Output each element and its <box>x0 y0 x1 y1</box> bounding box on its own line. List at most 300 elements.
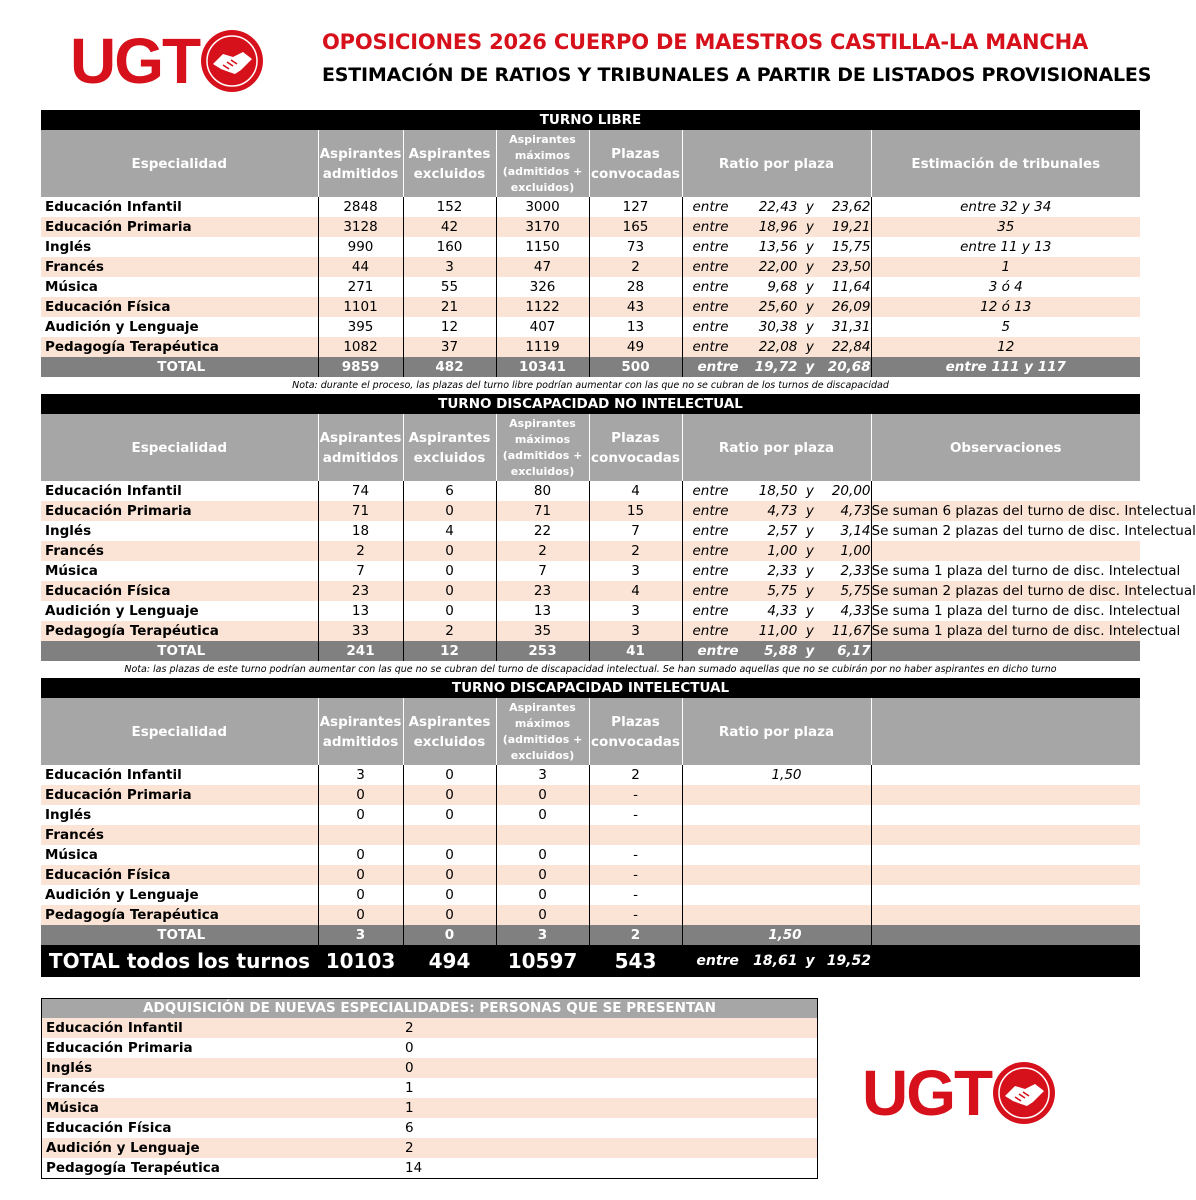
ratio-min: 5,88 <box>764 643 798 659</box>
especialidad-cell: Inglés <box>42 1058 362 1078</box>
tribunales-cell: 12 <box>871 337 1140 357</box>
table-row <box>41 885 1140 905</box>
especialidad-cell: Música <box>41 277 318 297</box>
maximos-cell: 0 <box>496 885 589 905</box>
especialidad-cell: Pedagogía Terapéutica <box>41 337 318 357</box>
ratio-max: 20,00 <box>831 483 871 499</box>
tribunales-cell: entre 32 y 34 <box>871 197 1140 217</box>
excluidos-cell: 152 <box>403 197 496 217</box>
especialidad-cell: TOTAL <box>41 641 318 661</box>
list-item <box>42 1018 817 1038</box>
plazas-cell: 127 <box>589 197 682 217</box>
col-plazas: Plazas convocadas <box>589 414 682 481</box>
grand-total-maximos: 10597 <box>507 949 578 973</box>
ratio-cell <box>682 521 871 541</box>
col-ratio: Ratio por plaza <box>682 130 871 197</box>
table-row <box>41 621 1140 641</box>
handshake-logo-icon <box>199 28 265 94</box>
ratio-max: 4,33 <box>840 603 871 619</box>
observaciones-cell: Se suman 2 plazas del turno de disc. Intelectual <box>871 523 1196 539</box>
ratio-y: y <box>805 523 814 539</box>
ratio-cell <box>682 297 871 317</box>
ratio-y: y <box>805 299 814 315</box>
maximos-cell: 0 <box>496 845 589 865</box>
admitidos-cell: 18 <box>318 521 403 541</box>
especialidad-cell: Educación Física <box>41 581 318 601</box>
ratio-cell <box>682 561 871 581</box>
turno-disc-int-table <box>41 698 1140 945</box>
list-item <box>42 1098 817 1118</box>
observaciones-cell: Se suma 1 plaza del turno de disc. Intelectual <box>871 603 1181 619</box>
plazas-cell: 15 <box>589 501 682 521</box>
ratio-entre: entre <box>692 503 729 519</box>
ratio-min: 30,38 <box>758 319 798 335</box>
excluidos-cell: 6 <box>403 481 496 501</box>
personas-cell: 6 <box>405 1120 414 1136</box>
table-row <box>41 825 1140 845</box>
observaciones-cell <box>871 481 1140 501</box>
especialidad-cell: Educación Primaria <box>41 785 318 805</box>
tribunales-cell: 35 <box>871 217 1140 237</box>
empty-cell <box>871 805 1140 825</box>
especialidad-cell: Francés <box>46 1080 105 1096</box>
maximos-cell: 0 <box>496 905 589 925</box>
ratio-max: 23,62 <box>831 199 871 215</box>
plazas-cell: 2 <box>589 925 682 945</box>
excluidos-cell: 37 <box>403 337 496 357</box>
especialidad-cell: Música <box>42 1098 362 1118</box>
ratio-min: 18,61 <box>753 953 798 969</box>
table-row <box>41 561 1140 581</box>
ratio-y: y <box>805 279 814 295</box>
ratio-max: 2,33 <box>840 563 871 579</box>
ratio-cell <box>682 905 871 925</box>
admitidos-cell: 3 <box>318 925 403 945</box>
plazas-cell: - <box>589 905 682 925</box>
ratio-cell <box>682 765 871 785</box>
table-row <box>41 865 1140 885</box>
ratio-cell <box>682 357 871 377</box>
table-row <box>41 197 1140 217</box>
admitidos-cell: 0 <box>318 905 403 925</box>
ratio-cell <box>682 237 871 257</box>
admitidos-cell: 13 <box>318 601 403 621</box>
especialidad-cell: Educación Infantil <box>41 481 318 501</box>
excluidos-cell: 482 <box>403 357 496 377</box>
observaciones-cell <box>871 541 1140 561</box>
col-ratio: Ratio por plaza <box>682 414 871 481</box>
ratio-y: y <box>805 259 814 275</box>
especialidad-cell: Audición y Lenguaje <box>41 885 318 905</box>
plazas-cell: 28 <box>589 277 682 297</box>
ratio-entre: entre <box>697 643 739 659</box>
total-row <box>41 925 1140 945</box>
col-maximos: Aspirantes máximos (admitidos + excluidos) <box>496 414 589 481</box>
admitidos-cell: 71 <box>318 501 403 521</box>
personas-cell: 2 <box>362 1138 817 1158</box>
maximos-cell: 1122 <box>496 297 589 317</box>
col-excluidos: Aspirantes excluidos <box>403 698 496 765</box>
ratio-min: 18,50 <box>758 483 798 499</box>
ratio-entre: entre <box>692 259 729 275</box>
maximos-cell: 0 <box>496 785 589 805</box>
excluidos-cell: 160 <box>403 237 496 257</box>
personas-cell: 0 <box>405 1040 414 1056</box>
admitidos-cell: 241 <box>318 641 403 661</box>
list-item <box>42 1138 817 1158</box>
handshake-logo-icon <box>991 1060 1057 1126</box>
list-item <box>42 1038 817 1058</box>
ratio-entre: entre <box>692 523 729 539</box>
ratio-cell <box>682 845 871 865</box>
plazas-cell: 2 <box>589 257 682 277</box>
excluidos-cell: 12 <box>403 317 496 337</box>
plazas-cell <box>589 825 682 845</box>
excluidos-cell: 55 <box>403 277 496 297</box>
plazas-cell: 4 <box>589 581 682 601</box>
admitidos-cell: 395 <box>318 317 403 337</box>
especialidad-cell: Inglés <box>41 521 318 541</box>
maximos-cell: 23 <box>496 581 589 601</box>
empty-cell <box>871 885 1140 905</box>
table-row <box>41 277 1140 297</box>
ratio-min: 11,00 <box>758 623 798 639</box>
ratio-min: 22,43 <box>758 199 798 215</box>
turno-libre-note: Nota: durante el proceso, las plazas del turno libre podrían aumentar con las que no se cubran de los turnos de discapacidad <box>41 377 1140 394</box>
especialidad-cell: Educación Infantil <box>41 765 318 785</box>
especialidad-cell: Educación Infantil <box>41 197 318 217</box>
admitidos-cell: 44 <box>318 257 403 277</box>
admitidos-cell: 33 <box>318 621 403 641</box>
observaciones-cell: Se suman 2 plazas del turno de disc. Intelectual <box>871 583 1196 599</box>
maximos-cell: 3000 <box>496 197 589 217</box>
grand-total-admitidos: 10103 <box>325 949 396 973</box>
list-item <box>42 1118 817 1138</box>
ratio-max: 31,31 <box>831 319 871 335</box>
ratio-cell <box>682 621 871 641</box>
page-subtitle: ESTIMACIÓN DE RATIOS Y TRIBUNALES A PARTIR DE LISTADOS PROVISIONALES <box>322 64 1152 86</box>
empty-cell <box>871 905 1140 925</box>
col-excluidos: Aspirantes excluidos <box>403 414 496 481</box>
ratio-entre: entre <box>692 339 729 355</box>
ratio-max: 20,68 <box>827 359 871 375</box>
ratio-cell <box>682 277 871 297</box>
ratio-max: 4,73 <box>840 503 871 519</box>
maximos-cell: 47 <box>496 257 589 277</box>
especialidad-cell: Pedagogía Terapéutica <box>46 1160 220 1176</box>
excluidos-cell: 12 <box>403 641 496 661</box>
ratio-entre: entre <box>692 603 729 619</box>
col-especialidad: Especialidad <box>41 130 318 197</box>
col-admitidos: Aspirantes admitidos <box>318 414 403 481</box>
admitidos-cell: 3128 <box>318 217 403 237</box>
ratio-entre: entre <box>696 953 739 969</box>
excluidos-cell: 0 <box>403 561 496 581</box>
ratio-cell <box>682 885 871 905</box>
table-row <box>41 521 1140 541</box>
especialidad-cell: Inglés <box>41 805 318 825</box>
ratio-min: 22,08 <box>758 339 798 355</box>
ratio-cell <box>682 481 871 501</box>
excluidos-cell: 0 <box>403 785 496 805</box>
table-row <box>41 601 1140 621</box>
admitidos-cell: 0 <box>318 845 403 865</box>
especialidad-cell: Inglés <box>41 237 318 257</box>
ratio-cell <box>682 217 871 237</box>
excluidos-cell: 0 <box>403 905 496 925</box>
ratio-entre: entre <box>697 359 739 375</box>
list-item <box>42 1158 817 1178</box>
especialidad-cell: Música <box>41 561 318 581</box>
ratio-entre: entre <box>692 299 729 315</box>
ratio-entre: entre <box>692 563 729 579</box>
admitidos-cell: 271 <box>318 277 403 297</box>
ratio-max: 3,14 <box>840 523 871 539</box>
maximos-cell: 2 <box>496 541 589 561</box>
col-especialidad: Especialidad <box>41 414 318 481</box>
excluidos-cell: 0 <box>403 601 496 621</box>
ratio-max: 11,67 <box>831 623 871 639</box>
maximos-cell: 7 <box>496 561 589 581</box>
ratio-y: y <box>805 199 814 215</box>
ratio-entre: entre <box>692 483 729 499</box>
personas-cell: 14 <box>405 1160 423 1176</box>
ratio-min: 22,00 <box>758 259 798 275</box>
plazas-cell: 165 <box>589 217 682 237</box>
especialidad-cell: Educación Física <box>41 297 318 317</box>
especialidad-cell: Pedagogía Terapéutica <box>41 621 318 641</box>
ratio-min: 25,60 <box>758 299 798 315</box>
tribunales-cell: entre 11 y 13 <box>871 237 1140 257</box>
turno-disc-no-int-note: Nota: las plazas de este turno podrían aumentar con las que no se cubran del turno de discapacidad intelectual. Se han sumado aquellas que no se cubirán por no haber aspirantes en dicho turno <box>41 661 1140 678</box>
especialidad-cell: Educación Primaria <box>41 217 318 237</box>
excluidos-cell: 0 <box>403 885 496 905</box>
ratio-cell <box>682 501 871 521</box>
plazas-cell: 4 <box>589 481 682 501</box>
excluidos-cell: 0 <box>403 805 496 825</box>
col-plazas: Plazas convocadas <box>589 698 682 765</box>
empty-cell <box>871 765 1140 785</box>
excluidos-cell: 3 <box>403 257 496 277</box>
ratio-min: 4,73 <box>767 503 798 519</box>
total-row <box>41 357 1140 377</box>
ratio-cell <box>682 785 871 805</box>
adquisicion-panel <box>41 998 818 1179</box>
grand-total-label: TOTAL todos los turnos <box>48 949 311 973</box>
grand-total-ratio <box>682 945 871 977</box>
col-maximos: Aspirantes máximos (admitidos + excluidos) <box>496 130 589 197</box>
especialidad-cell: Educación Física <box>41 865 318 885</box>
logo-text: UGT <box>70 25 200 97</box>
plazas-cell: 2 <box>589 765 682 785</box>
ratio-min: 2,57 <box>767 523 798 539</box>
excluidos-cell: 42 <box>403 217 496 237</box>
observaciones-cell <box>871 641 1140 661</box>
table-row <box>41 481 1140 501</box>
ratio-entre: entre <box>692 239 729 255</box>
ratio-y: y <box>805 339 814 355</box>
ratio-max: 23,50 <box>831 259 871 275</box>
ratio-cell <box>682 257 871 277</box>
admitidos-cell: 0 <box>318 805 403 825</box>
plazas-cell: 500 <box>589 357 682 377</box>
ratio-cell <box>682 925 871 945</box>
turno-disc-no-int-title: TURNO DISCAPACIDAD NO INTELECTUAL <box>41 394 1140 414</box>
adquisicion-title: ADQUISICIÓN DE NUEVAS ESPECIALIDADES: PERSONAS QUE SE PRESENTAN <box>42 999 817 1018</box>
ratio-max: 19,52 <box>826 953 871 969</box>
ratio-y: y <box>805 583 814 599</box>
plazas-cell: - <box>589 805 682 825</box>
ratio-y: y <box>805 319 814 335</box>
especialidad-cell: TOTAL <box>41 925 318 945</box>
excluidos-cell: 0 <box>403 581 496 601</box>
ratio-cell <box>682 541 871 561</box>
excluidos-cell: 4 <box>403 521 496 541</box>
table-row <box>41 297 1140 317</box>
maximos-cell: 407 <box>496 317 589 337</box>
ratio-cell <box>682 601 871 621</box>
ratio-value: 1,50 <box>768 927 802 943</box>
table-row <box>41 785 1140 805</box>
especialidad-cell: Pedagogía Terapéutica <box>41 905 318 925</box>
ratio-min: 5,75 <box>767 583 798 599</box>
empty-cell <box>871 785 1140 805</box>
ratio-min: 13,56 <box>758 239 798 255</box>
ratio-entre: entre <box>692 199 729 215</box>
personas-cell: 1 <box>405 1080 414 1096</box>
admitidos-cell: 2 <box>318 541 403 561</box>
table-row <box>41 581 1140 601</box>
ratio-cell <box>682 197 871 217</box>
plazas-cell: 7 <box>589 521 682 541</box>
admitidos-cell: 1082 <box>318 337 403 357</box>
grand-total-plazas: 543 <box>614 949 657 973</box>
excluidos-cell: 0 <box>403 845 496 865</box>
col-maximos: Aspirantes máximos (admitidos + excluidos) <box>496 698 589 765</box>
ratio-y: y <box>805 483 814 499</box>
maximos-cell: 35 <box>496 621 589 641</box>
maximos-cell: 10341 <box>496 357 589 377</box>
table-row <box>41 765 1140 785</box>
maximos-cell: 13 <box>496 601 589 621</box>
ratio-y: y <box>805 563 814 579</box>
col-observaciones: Observaciones <box>871 414 1140 481</box>
total-row <box>41 641 1140 661</box>
col-excluidos: Aspirantes excluidos <box>403 130 496 197</box>
tribunales-cell: 3 ó 4 <box>871 277 1140 297</box>
plazas-cell: - <box>589 885 682 905</box>
especialidad-cell: Audición y Lenguaje <box>41 601 318 621</box>
empty-cell <box>871 825 1140 845</box>
ratio-min: 1,00 <box>767 543 798 559</box>
table-row <box>41 257 1140 277</box>
ugt-logo-bottom <box>862 1057 1057 1129</box>
personas-cell: 0 <box>362 1058 817 1078</box>
plazas-cell: - <box>589 785 682 805</box>
especialidad-cell: Música <box>41 845 318 865</box>
table-row <box>41 317 1140 337</box>
turno-libre-title: TURNO LIBRE <box>41 110 1140 130</box>
ratio-max: 6,17 <box>837 643 871 659</box>
ratio-y: y <box>805 219 814 235</box>
ratio-entre: entre <box>692 623 729 639</box>
table-row <box>41 217 1140 237</box>
plazas-cell: 49 <box>589 337 682 357</box>
col-admitidos: Aspirantes admitidos <box>318 130 403 197</box>
excluidos-cell: 0 <box>403 865 496 885</box>
empty-cell <box>871 925 1140 945</box>
table-row <box>41 541 1140 561</box>
excluidos-cell: 21 <box>403 297 496 317</box>
table-row <box>41 237 1140 257</box>
excluidos-cell: 0 <box>403 765 496 785</box>
maximos-cell: 22 <box>496 521 589 541</box>
plazas-cell: 2 <box>589 541 682 561</box>
ratio-max: 11,64 <box>831 279 871 295</box>
admitidos-cell: 0 <box>318 885 403 905</box>
plazas-cell: - <box>589 845 682 865</box>
ratio-y: y <box>805 543 814 559</box>
col-admitidos: Aspirantes admitidos <box>318 698 403 765</box>
plazas-cell: 3 <box>589 561 682 581</box>
maximos-cell: 1119 <box>496 337 589 357</box>
especialidad-cell: Educación Primaria <box>46 1040 193 1056</box>
ratio-min: 18,96 <box>758 219 798 235</box>
personas-cell: 1 <box>362 1098 817 1118</box>
admitidos-cell: 0 <box>318 865 403 885</box>
ugt-logo-top <box>70 25 265 97</box>
especialidad-cell: TOTAL <box>41 357 318 377</box>
ratio-entre: entre <box>692 279 729 295</box>
maximos-cell: 1150 <box>496 237 589 257</box>
maximos-cell: 80 <box>496 481 589 501</box>
ratio-min: 19,72 <box>754 359 798 375</box>
ratio-cell <box>682 581 871 601</box>
empty-cell <box>871 865 1140 885</box>
grand-total-excluidos: 494 <box>428 949 471 973</box>
table-header <box>41 414 1140 481</box>
table-header <box>41 130 1140 197</box>
ratio-cell <box>682 317 871 337</box>
list-item <box>42 1058 817 1078</box>
turno-disc-int-title: TURNO DISCAPACIDAD INTELECTUAL <box>41 678 1140 698</box>
ratio-min: 4,33 <box>767 603 798 619</box>
ratio-y: y <box>805 359 815 375</box>
ratio-y: y <box>805 603 814 619</box>
ratio-y: y <box>805 623 814 639</box>
ratio-y: y <box>805 643 815 659</box>
maximos-cell: 326 <box>496 277 589 297</box>
plazas-cell: 41 <box>589 641 682 661</box>
ratio-max: 1,00 <box>840 543 871 559</box>
ratio-entre: entre <box>692 319 729 335</box>
ratio-min: 9,68 <box>767 279 798 295</box>
plazas-cell: 13 <box>589 317 682 337</box>
ratio-max: 5,75 <box>840 583 871 599</box>
ratio-y: y <box>805 503 814 519</box>
table-header <box>41 698 1140 765</box>
personas-cell: 2 <box>362 1018 817 1038</box>
table-row <box>41 337 1140 357</box>
logo-text: UGT <box>862 1057 992 1129</box>
ratio-value: 1,50 <box>771 767 802 783</box>
observaciones-cell: Se suma 1 plaza del turno de disc. Intelectual <box>871 563 1181 579</box>
excluidos-cell: 0 <box>403 925 496 945</box>
maximos-cell: 253 <box>496 641 589 661</box>
col-tribunales: Estimación de tribunales <box>871 130 1140 197</box>
especialidad-cell: Francés <box>41 257 318 277</box>
especialidad-cell: Francés <box>41 825 318 845</box>
